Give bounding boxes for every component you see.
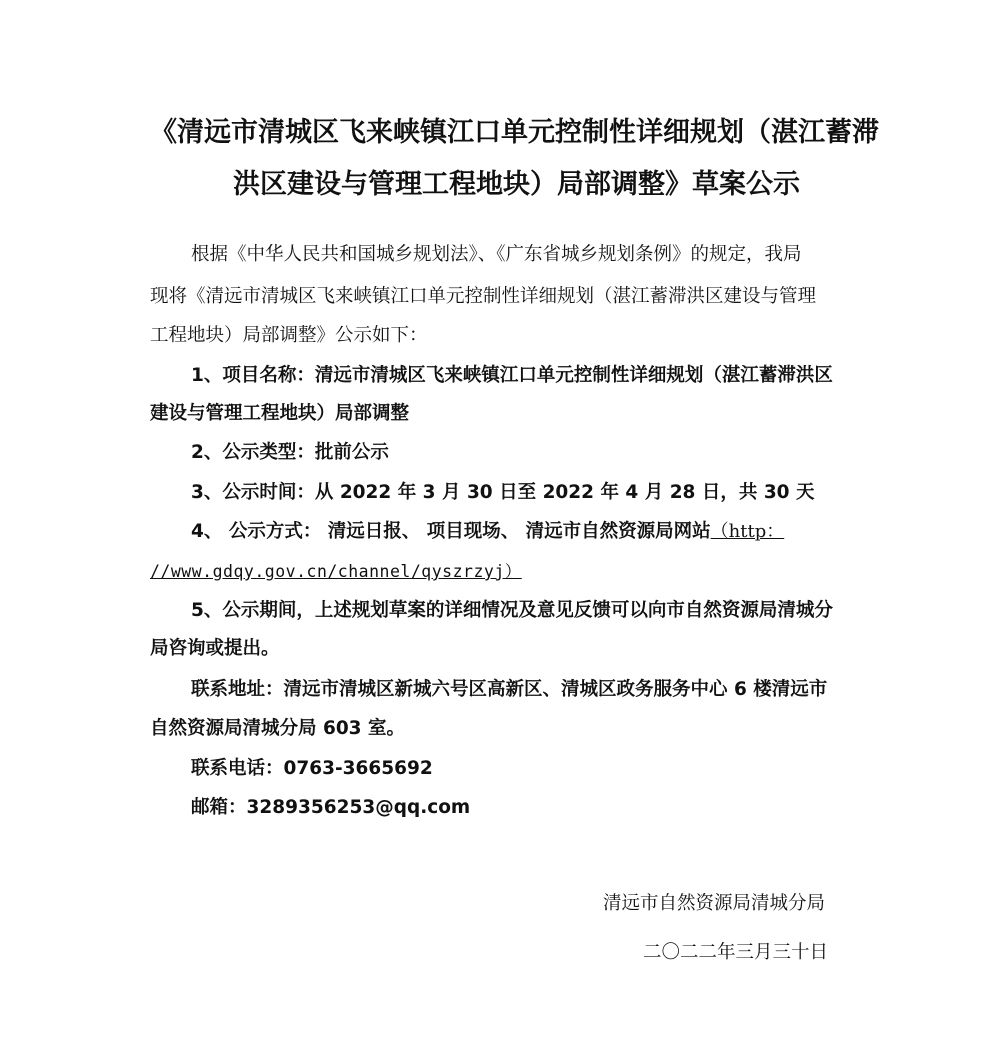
item-2: 2、公示类型：批前公示 [191, 442, 389, 463]
intro-line-1: 根据《中华人民共和国城乡规划法》、《广东省城乡规划条例》的规定，我局 [191, 244, 802, 265]
item-3: 3、公示时间：从 2022 年 3 月 30 日至 2022 年 4 月 28 日，共 30 天 [191, 482, 815, 503]
document-title-line-1: 《清远市清城区飞来峡镇江口单元控制性详细规划（湛江蓄滞 [150, 117, 879, 148]
item-1-line-1: 1、项目名称：清远市清城区飞来峡镇江口单元控制性详细规划（湛江蓄滞洪区 [191, 365, 833, 386]
contact-phone: 联系电话：0763-3665692 [191, 758, 433, 779]
item-4-line-1 [191, 521, 784, 543]
contact-email: 邮箱：3289356253@qq.com [191, 797, 471, 818]
document-title-line-2: 洪区建设与管理工程地块）局部调整》草案公示 [233, 169, 800, 200]
signature-date: 二〇二二年三月三十日 [643, 942, 829, 963]
item-4-line-2 [150, 561, 522, 583]
item-5-line-1: 5、公示期间，上述规划草案的详细情况及意见反馈可以向市自然资源局清城分 [191, 600, 833, 621]
item-5-line-2: 局咨询或提出。 [150, 638, 280, 659]
item-4-prefix: 4、 公示方式： 清远日报、 项目现场、 清远市自然资源局网站 [191, 521, 711, 542]
contact-address-line-1: 联系地址：清远市清城区新城六号区高新区、清城区政务服务中心 6 楼清远市 [191, 679, 828, 700]
intro-line-2: 现将《清远市清城区飞来峡镇江口单元控制性详细规划（湛江蓄滞洪区建设与管理 [150, 286, 817, 307]
intro-line-3: 工程地块）局部调整》公示如下： [150, 325, 428, 346]
item-1-line-2: 建设与管理工程地块）局部调整 [150, 403, 410, 424]
signature-organization: 清远市自然资源局清城分局 [603, 893, 826, 914]
contact-address-line-2: 自然资源局清城分局 603 室。 [150, 718, 405, 739]
website-link-part-2[interactable]: //www.gdqy.gov.cn/channel/qyszrzyj） [150, 562, 522, 581]
website-link-part-1[interactable]: （http： [710, 521, 785, 542]
